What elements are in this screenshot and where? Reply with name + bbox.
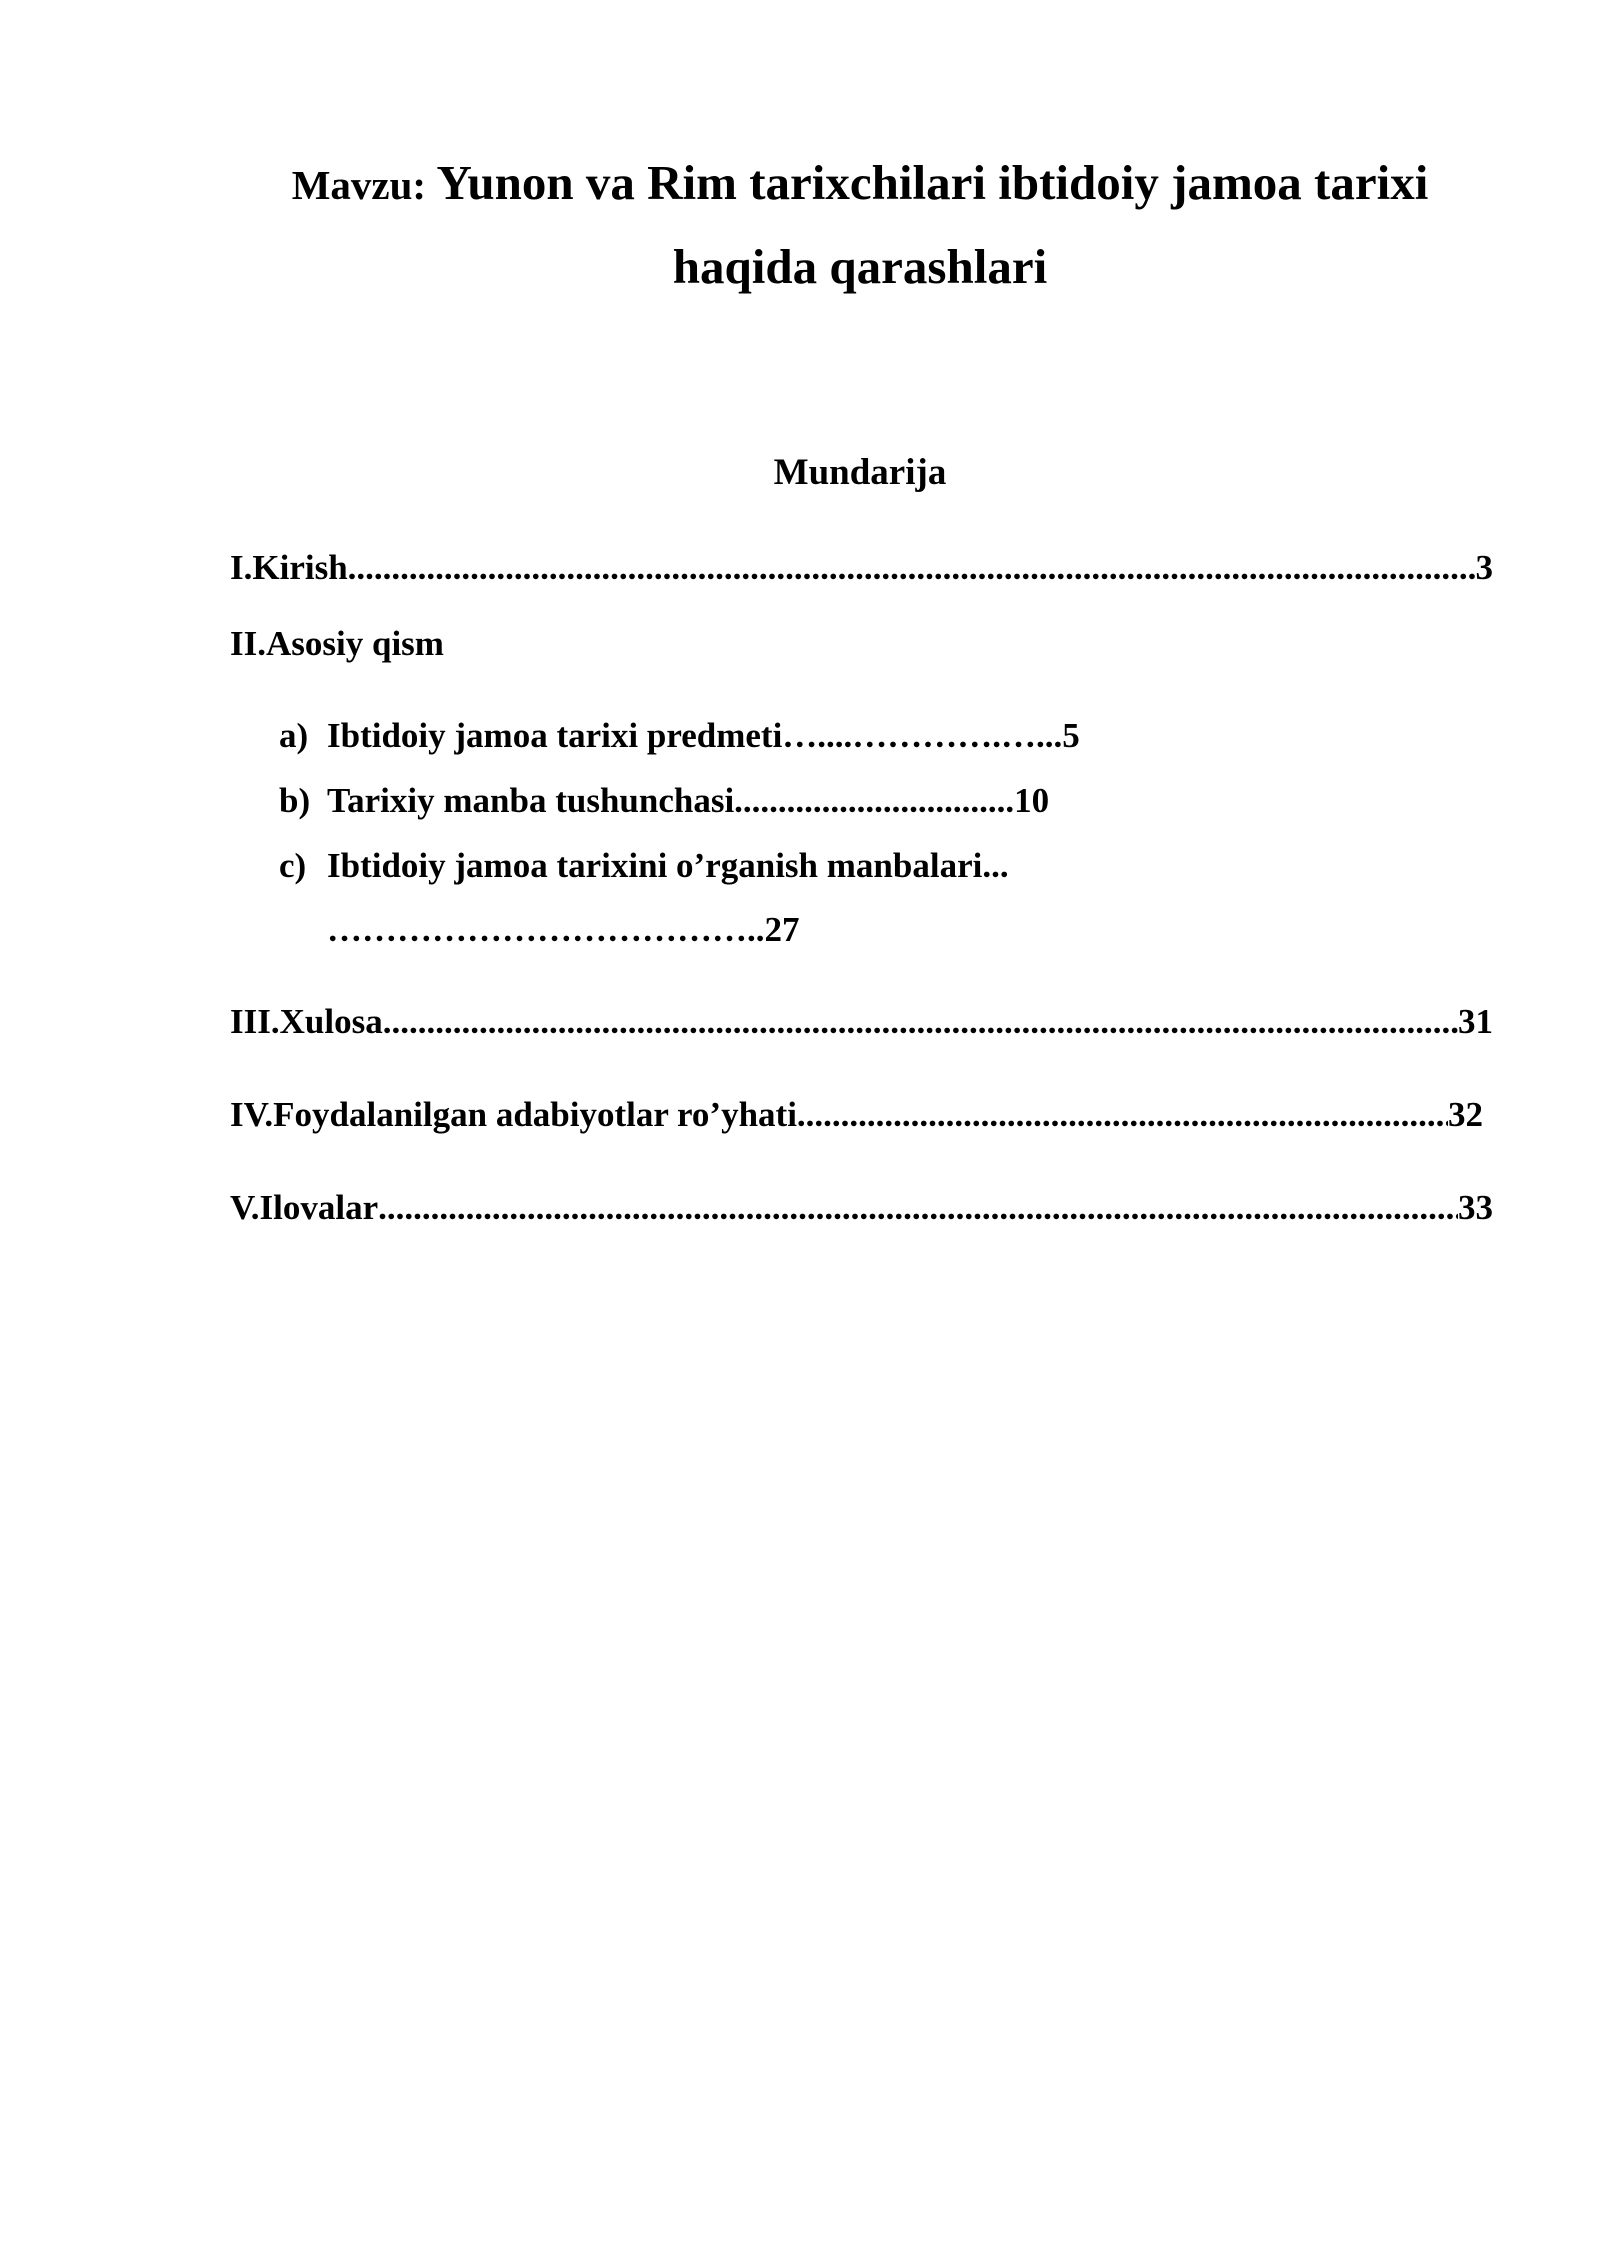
toc-entry-page: 33 [1458,1188,1493,1227]
dot-leader [348,544,1476,592]
title-text-line1: Yunon va Rim tarixchilari ibtidoiy jamoa tarixi [436,155,1429,210]
toc-subentry-text: Ibtidoiy jamoa tarixi predmeti…....………….…...5 [327,716,1080,755]
toc-subentry-letter: c) [279,846,307,885]
document-title-line2 [230,232,1490,302]
toc-subentry-letter: b) [279,781,311,820]
toc-subentry-text: Ibtidoiy jamoa tarixini o’rganish manbalari... [327,846,1009,885]
toc-subentry-text: Tarixiy manba tushunchasi................................10 [327,781,1050,820]
toc-entry-asosiy-qism [230,620,930,668]
toc-subentry-c [279,842,1279,890]
toc-entry-label: III.Xulosa [230,1002,383,1041]
toc-entry-foydalanilgan-adabiyotlar [230,1091,1483,1139]
toc-entry-page: 31 [1458,1002,1493,1041]
toc-entry-xulosa [230,998,1493,1046]
toc-entry-kirish [230,544,1493,592]
dot-leader [383,998,1458,1046]
toc-entry-ilovalar [230,1184,1493,1232]
toc-entry-label: V.Ilovalar [230,1188,379,1227]
toc-heading: Mundarija [773,452,947,493]
document-title [230,148,1490,220]
toc-entry-label: IV.Foydalanilgan adabiyotlar ro’yhati [230,1095,797,1134]
title-text-line2: haqida qarashlari [672,239,1048,294]
toc-subentry-a [279,712,1279,760]
toc-entry-label: II.Asosiy qism [230,624,444,663]
toc-entry-page: 32 [1448,1095,1483,1134]
dot-leader [378,1184,1458,1232]
toc-entry-label: I.Kirish [230,548,348,587]
toc-subentry-b [279,777,1279,825]
dot-leader [797,1091,1448,1139]
title-label: Mavzu: [291,162,427,208]
toc-subentry-letter: a) [279,716,309,755]
toc-subentry-text: ………………………………..27 [327,910,800,949]
toc-entry-page: 3 [1475,548,1493,587]
toc-subentry-c-continuation [327,906,1227,954]
